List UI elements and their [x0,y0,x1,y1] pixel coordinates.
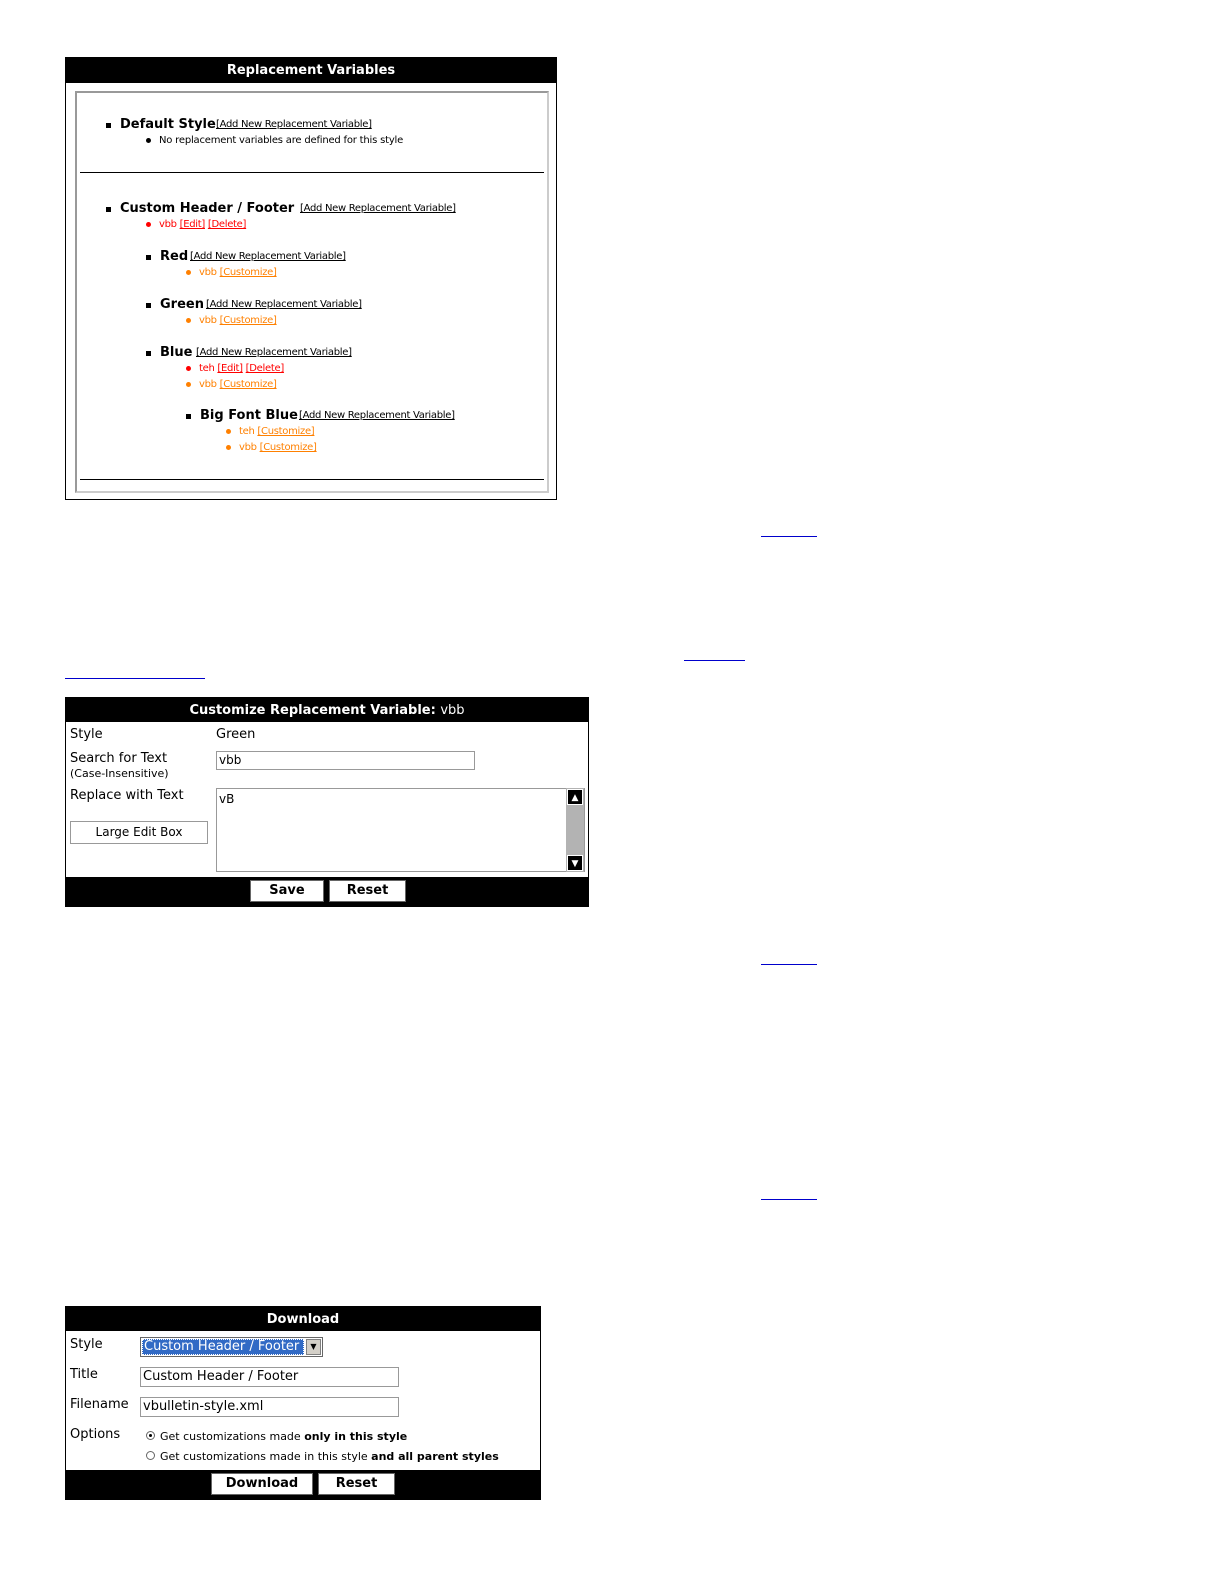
divider [80,479,544,480]
title-label: Title [70,1367,98,1382]
edit-link[interactable]: [Edit] [217,363,243,374]
panel-title: Replacement Variables [66,58,556,83]
add-variable-link-default[interactable]: [Add New Replacement Variable] [216,119,372,130]
scroll-up-icon[interactable]: ▲ [567,789,583,805]
textarea-scrollbar[interactable] [566,788,584,872]
button-bar [66,877,588,906]
scroll-down-icon[interactable]: ▼ [567,855,583,871]
customize-link[interactable]: [Customize] [257,426,315,437]
replace-label: Replace with Text [70,788,184,803]
panel-title: Customize Replacement Variable: vbb [66,698,588,722]
customize-variable-panel [65,697,589,907]
variable-item: vbb [Edit] [Delete] [159,219,247,230]
variable-item: vbb [Customize] [199,267,277,278]
save-button[interactable]: Save [250,880,324,902]
link-underline[interactable] [684,660,745,661]
reset-button[interactable]: Reset [329,880,406,902]
link-underline[interactable] [761,1199,817,1200]
bullet-dot-icon [146,222,151,227]
style-name-custom: Custom Header / Footer [120,201,295,216]
customize-link[interactable]: [Customize] [219,267,277,278]
edit-link[interactable]: [Edit] [179,219,205,230]
option-only-this-style-radio[interactable] [146,1431,155,1440]
bullet-square-icon [146,351,151,356]
link-underline[interactable] [761,964,817,965]
filename-label: Filename [70,1397,129,1412]
replacement-variables-panel [65,57,557,500]
bullet-dot-icon [226,429,231,434]
replace-text-textarea[interactable]: vB ▲ ▼ [216,788,585,872]
customize-link[interactable]: [Customize] [219,379,277,390]
option-all-parent-styles-label[interactable]: Get customizations made in this style and all parent styles [160,1450,499,1463]
bullet-square-icon [106,123,111,128]
search-label: Search for Text [70,751,168,766]
link-underline[interactable] [761,536,817,537]
style-name-green: Green [160,297,204,312]
add-variable-link-red[interactable]: [Add New Replacement Variable] [190,251,346,262]
style-select[interactable] [140,1337,323,1357]
delete-link[interactable]: [Delete] [245,363,284,374]
style-label: Style [70,1337,103,1352]
style-selected-value: Custom Header / Footer [142,1339,304,1355]
add-variable-link-big-font-blue[interactable]: [Add New Replacement Variable] [299,410,455,421]
style-tree [75,91,549,493]
divider [80,172,544,173]
search-sublabel: (Case-Insensitive) [70,767,169,780]
variable-item: vbb [Customize] [199,315,277,326]
bullet-square-icon [186,414,191,419]
variable-item: vbb [Customize] [239,442,317,453]
reset-button[interactable]: Reset [318,1473,395,1495]
add-variable-link-blue[interactable]: [Add New Replacement Variable] [196,347,352,358]
title-input[interactable]: Custom Header / Footer [140,1367,399,1387]
variable-item: vbb [Customize] [199,379,277,390]
style-name-big-font-blue: Big Font Blue [200,408,298,423]
button-bar [66,1470,540,1499]
style-name-default: Default Style [120,117,216,132]
delete-link[interactable]: [Delete] [207,219,247,230]
style-label: Style [70,727,103,742]
style-name-red: Red [160,249,189,264]
download-panel [65,1306,541,1500]
option-only-this-style-label[interactable]: Get customizations made only in this style [160,1430,408,1443]
bullet-square-icon [146,303,151,308]
option-all-parent-styles-radio[interactable] [146,1451,155,1460]
panel-title: Download [66,1307,540,1331]
chevron-down-icon[interactable]: ▼ [306,1339,321,1355]
customize-link[interactable]: [Customize] [259,442,317,453]
empty-message: No replacement variables are defined for this style [159,135,404,146]
bullet-square-icon [106,207,111,212]
options-label: Options [70,1427,121,1442]
bullet-square-icon [146,255,151,260]
bullet-dot-icon [186,270,191,275]
variable-item: teh [Customize] [239,426,315,437]
customize-link[interactable]: [Customize] [219,315,277,326]
large-edit-box-button[interactable]: Large Edit Box [70,821,208,844]
bullet-dot-icon [226,445,231,450]
variable-item: teh [Edit] [Delete] [199,363,284,374]
bullet-dot-icon [186,366,191,371]
bullet-dot-icon [146,138,151,143]
bullet-dot-icon [186,382,191,387]
style-name-blue: Blue [160,345,193,360]
download-button[interactable]: Download [211,1473,313,1495]
add-variable-link-green[interactable]: [Add New Replacement Variable] [206,299,362,310]
add-variable-link-custom[interactable]: [Add New Replacement Variable] [300,203,456,214]
search-text-input[interactable]: vbb [216,751,475,770]
filename-input[interactable]: vbulletin-style.xml [140,1397,399,1417]
style-value: Green [216,727,256,742]
bullet-dot-icon [186,318,191,323]
link-underline[interactable] [65,678,205,679]
